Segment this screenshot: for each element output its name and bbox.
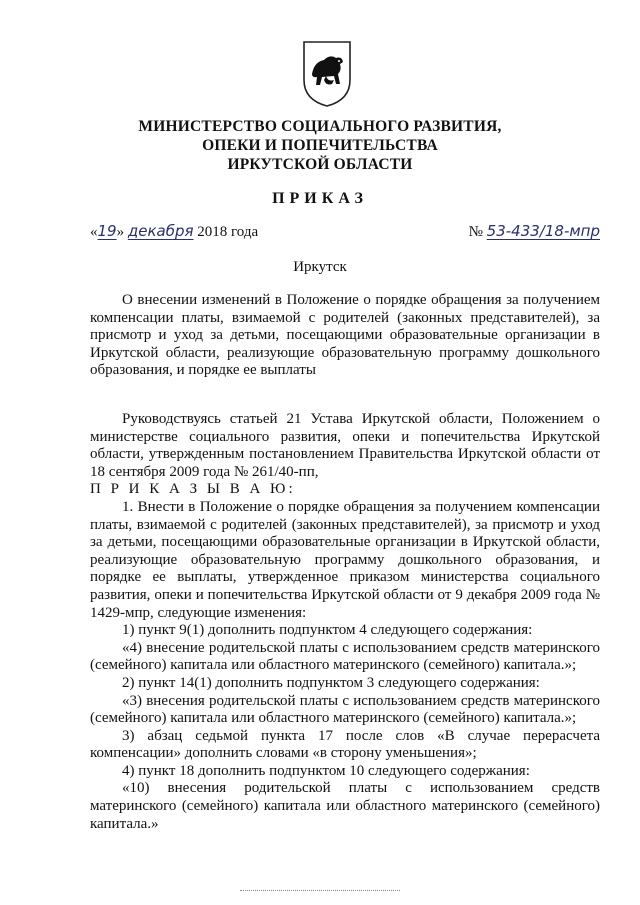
date-open-quote: « (90, 224, 98, 240)
number-value: 53-433/18-мпр (486, 222, 600, 240)
item-1-1-quote: «4) внесение родительской платы с использованием средств материнского (семейного) капитала или областного материнского (семейного) капитала.»; (90, 639, 600, 674)
item-1: 1. Внести в Положение о порядке обращения за получением компенсации платы, взимаемой с родителей (законных представителей), за присмотр и уход за детьми, посещающими образовательные организации в Иркутской области, реализующие образовательную программу дошкольного образования, и порядке ее выплаты, утвержденное приказом министерства социального развития, опеки и попечительства Иркутской области от 9 декабря 2009 года № 1429-мпр, следующие изменения: (90, 498, 600, 621)
order-body (90, 411, 600, 833)
item-1-2: 2) пункт 14(1) дополнить подпунктом 3 следующего содержания: (122, 674, 540, 691)
order-date (90, 222, 258, 241)
item-1-3: 3) абзац седьмой пункта 17 после слов «В случае перерасчета компенсации» дополнить словами «в сторону уменьшения»; (90, 727, 600, 762)
order-title: ПРИКАЗ (272, 190, 368, 207)
date-close-quote: » (116, 224, 125, 240)
date-month: декабря (127, 222, 194, 240)
order-subject: О внесении изменений в Положение о порядке обращения за получением компенсации платы, взимаемой с родителей (законных представителей), за присмотр и уход за детьми, посещающими образовательные организации в Иркутской области, реализующие образовательную программу дошкольного образования, и порядке ее выплаты (90, 292, 600, 379)
ministry-name-line-1: МИНИСТЕРСТВО СОЦИАЛЬНОГО РАЗВИТИЯ, (138, 118, 502, 135)
basis-paragraph: Руководствуясь статьей 21 Устава Иркутской области, Положением о министерстве социального развития, опеки и попечительства Иркутской области, утвержденным постановлением Правительства Иркутской области от 18 сентября 2009 года № 261/40-пп, (90, 411, 600, 480)
city: Иркутск (293, 259, 347, 275)
date-year: 2018 года (197, 224, 259, 240)
item-1-1: 1) пункт 9(1) дополнить подпунктом 4 следующего содержания: (122, 622, 533, 639)
coat-of-arms-icon (302, 40, 352, 108)
item-1-2-quote: «3) внесения родительской платы с использованием средств материнского (семейного) капитала или областного материнского (семейного) капитала.»; (90, 692, 600, 727)
ministry-name-line-2: ОПЕКИ И ПОПЕЧИТЕЛЬСТВА (202, 137, 438, 154)
item-1-4-quote: «10) внесения родительской платы с использованием средств материнского (семейного) капитала или областного материнского (семейного) капитала.» (90, 780, 600, 832)
number-prefix: № (468, 224, 483, 240)
date-day: 19 (97, 222, 117, 240)
item-1-4: 4) пункт 18 дополнить подпунктом 10 следующего содержания: (122, 762, 530, 779)
page-footer-divider (240, 890, 400, 891)
order-number (469, 222, 600, 241)
decree-word: П Р И К А З Ы В А Ю: (90, 481, 296, 498)
ministry-name-line-3: ИРКУТСКОЙ ОБЛАСТИ (227, 156, 413, 173)
